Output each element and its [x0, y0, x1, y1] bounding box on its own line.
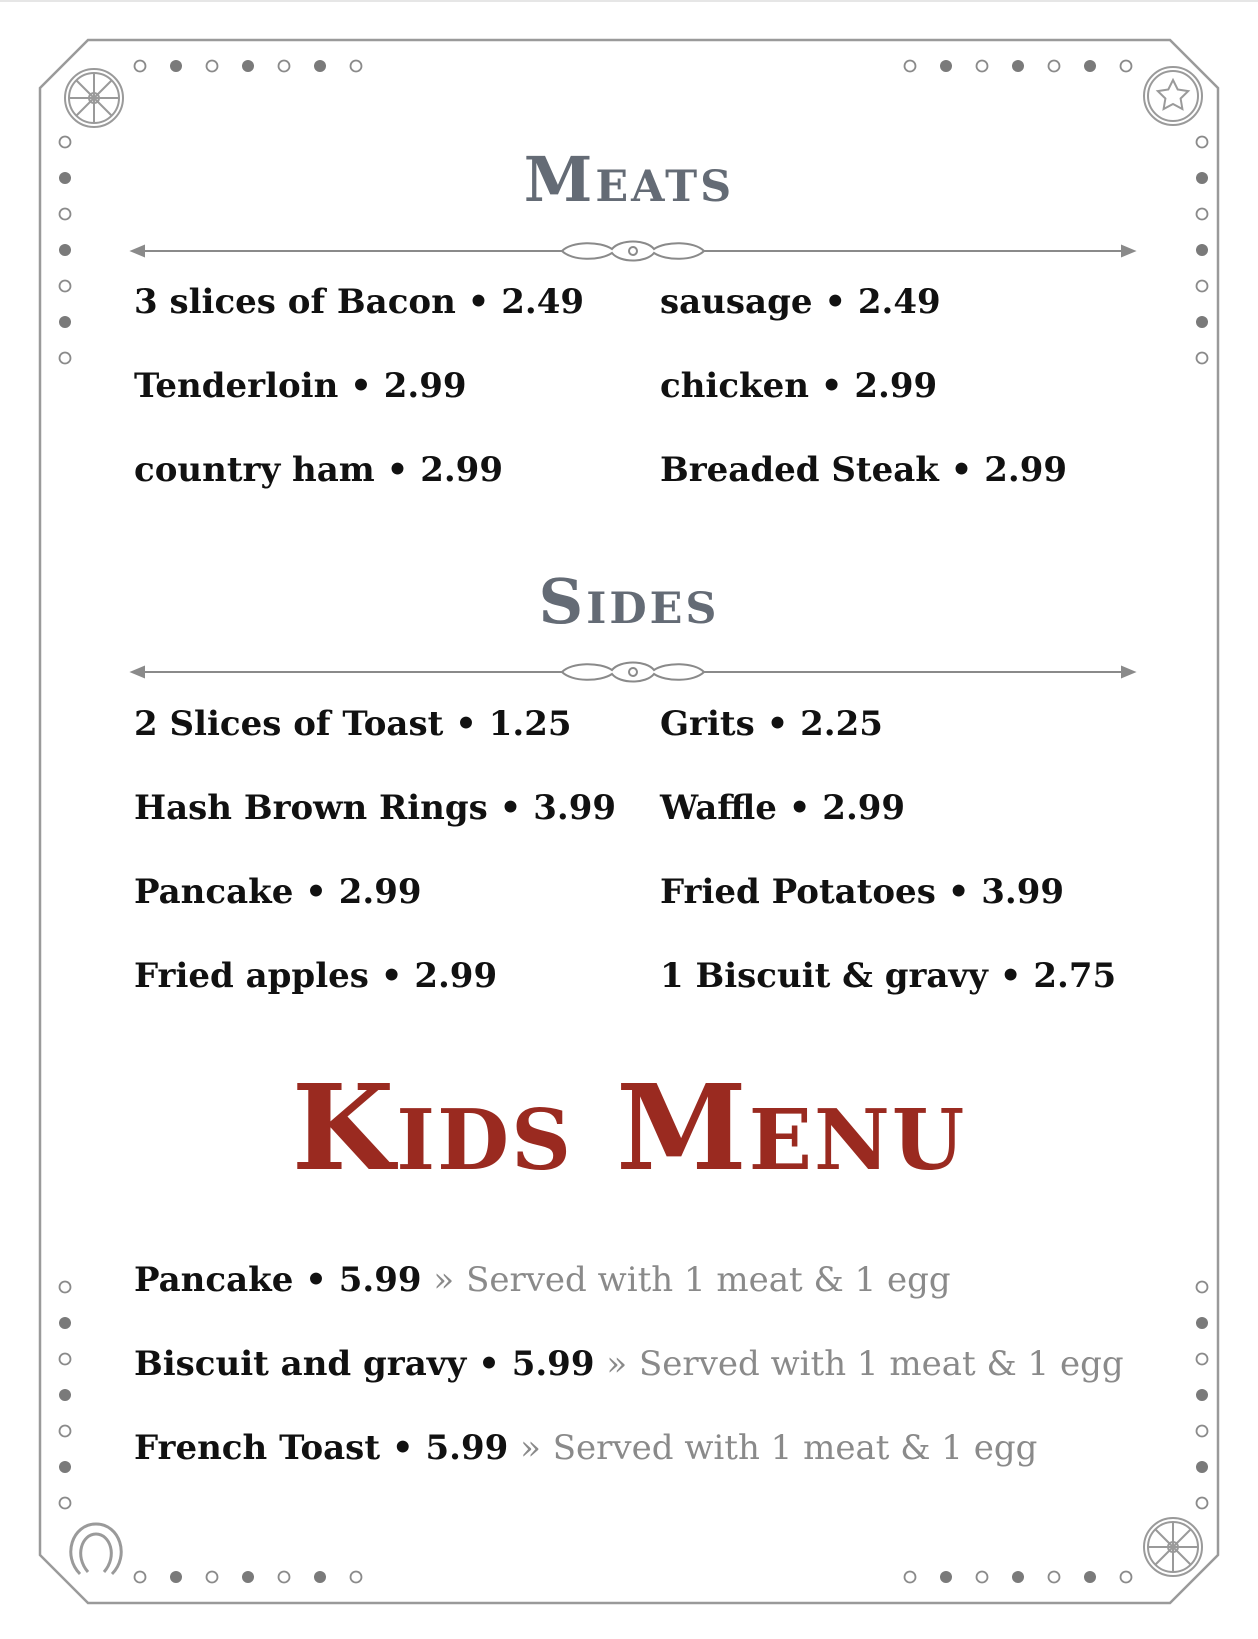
border-dot: [170, 60, 182, 72]
border-dot: [60, 353, 71, 364]
border-dot: [351, 61, 362, 72]
border-dot: [1197, 281, 1208, 292]
item-note: Served with 1 meat & 1 egg: [552, 1428, 1038, 1468]
border-dot: [170, 1571, 182, 1583]
border-dot: [1196, 1389, 1208, 1401]
separator: •: [824, 282, 847, 322]
separator: •: [467, 282, 490, 322]
border-dot: [1196, 316, 1208, 328]
menu-item: [134, 870, 422, 914]
border-dot: [59, 244, 71, 256]
border-dot: [1197, 1498, 1208, 1509]
item-name: Fried apples: [134, 956, 369, 996]
item-name: country ham: [134, 450, 375, 490]
menu-item: [660, 448, 1067, 492]
item-price: 2.49: [857, 282, 941, 322]
item-name: French Toast: [134, 1428, 381, 1468]
wagon-wheel-icon: [65, 69, 123, 127]
item-note: Served with 1 meat & 1 egg: [466, 1260, 951, 1300]
item-name: 1 Biscuit & gravy: [660, 956, 988, 996]
item-price: 2.49: [501, 282, 585, 322]
item-name: 3 slices of Bacon: [134, 282, 456, 322]
menu-item: [134, 364, 467, 408]
border-dot: [242, 1571, 254, 1583]
border-dot: [1197, 1354, 1208, 1365]
border-dot: [1196, 1317, 1208, 1329]
border-dot: [135, 1572, 146, 1583]
kids-menu-item: [134, 1426, 1037, 1470]
border-dot: [60, 281, 71, 292]
separator: •: [950, 450, 973, 490]
item-price: 1.25: [488, 704, 572, 744]
item-price: 2.99: [854, 366, 938, 406]
border-dot: [1197, 1426, 1208, 1437]
border-dot: [1197, 1282, 1208, 1293]
border-dot: [1121, 61, 1132, 72]
note-separator: »: [433, 1260, 455, 1300]
menu-item: [660, 786, 905, 830]
menu-item: [134, 786, 616, 830]
item-name: 2 Slices of Toast: [134, 704, 444, 744]
item-name: Fried Potatoes: [660, 872, 936, 912]
border-dot: [1012, 1571, 1024, 1583]
item-name: Hash Brown Rings: [134, 788, 488, 828]
border-dot: [60, 1354, 71, 1365]
kids-menu-item: [134, 1258, 951, 1302]
meats-heading: Meats: [523, 143, 735, 216]
sides-heading: Sides: [538, 565, 720, 638]
separator: •: [386, 450, 409, 490]
item-price: 5.99: [425, 1428, 509, 1468]
separator: •: [350, 366, 372, 406]
separator: •: [820, 366, 843, 406]
separator: •: [391, 1428, 414, 1468]
item-price: 2.25: [800, 704, 883, 744]
border-dot: [59, 1461, 71, 1473]
item-note: Served with 1 meat & 1 egg: [639, 1344, 1124, 1384]
border-dot: [1197, 353, 1208, 364]
item-name: Tenderloin: [134, 366, 339, 406]
item-name: Grits: [660, 704, 755, 744]
item-price: 3.99: [533, 788, 617, 828]
separator: •: [305, 1260, 327, 1300]
separator: •: [947, 872, 970, 912]
kids-menu-item: [134, 1342, 1124, 1386]
kids-menu-heading: Kids Menu: [291, 1058, 967, 1197]
separator: •: [999, 956, 1022, 996]
item-name: chicken: [660, 366, 809, 406]
border-dot: [1084, 60, 1096, 72]
item-price: 2.99: [414, 956, 498, 996]
border-dot: [1084, 1571, 1096, 1583]
border-dot: [314, 60, 326, 72]
border-dot: [135, 61, 146, 72]
item-price: 2.99: [822, 788, 906, 828]
item-name: Waffle: [660, 788, 777, 828]
item-name: sausage: [660, 282, 813, 322]
border-dot: [314, 1571, 326, 1583]
border-dot: [977, 1572, 988, 1583]
item-price: 5.99: [511, 1344, 595, 1384]
border-dot: [60, 1282, 71, 1293]
border-dot: [940, 1571, 952, 1583]
border-dot: [279, 1572, 290, 1583]
border-dot: [279, 61, 290, 72]
border-dot: [60, 1426, 71, 1437]
border-dot: [242, 60, 254, 72]
separator: •: [455, 704, 477, 744]
menu-item: [134, 702, 572, 746]
border-dot: [59, 1317, 71, 1329]
border-dot: [1012, 60, 1024, 72]
border-dot: [60, 1498, 71, 1509]
item-price: 5.99: [338, 1260, 422, 1300]
border-dot: [1049, 1572, 1060, 1583]
horseshoe-icon: [71, 1524, 121, 1574]
note-separator: »: [606, 1344, 628, 1384]
item-name: Pancake: [134, 872, 294, 912]
item-name: Biscuit and gravy: [134, 1344, 467, 1384]
border-dot: [1121, 1572, 1132, 1583]
border-dot: [207, 1572, 218, 1583]
border-dot: [1196, 1461, 1208, 1473]
meats-divider: [132, 242, 1134, 261]
sheriff-star-icon: [1144, 67, 1202, 125]
item-price: 2.99: [984, 450, 1068, 490]
border-dot: [1196, 244, 1208, 256]
separator: •: [499, 788, 522, 828]
border-dot: [977, 61, 988, 72]
menu-item: [134, 954, 497, 998]
menu-item: [660, 702, 883, 746]
separator: •: [478, 1344, 500, 1384]
border-dot: [905, 1572, 916, 1583]
border-dot: [905, 61, 916, 72]
note-separator: »: [520, 1428, 541, 1468]
menu-item: [134, 280, 584, 324]
item-price: 2.99: [338, 872, 422, 912]
border-dot: [1049, 61, 1060, 72]
border-dot: [59, 1389, 71, 1401]
sides-divider: [132, 663, 1134, 682]
menu-item: [134, 448, 503, 492]
item-name: Pancake: [134, 1260, 294, 1300]
item-name: Breaded Steak: [660, 450, 939, 490]
border-dot: [59, 316, 71, 328]
border-dot: [351, 1572, 362, 1583]
separator: •: [788, 788, 811, 828]
menu-item: [660, 364, 937, 408]
item-price: 3.99: [981, 872, 1065, 912]
border-dot: [940, 60, 952, 72]
border-dot: [207, 61, 218, 72]
separator: •: [305, 872, 327, 912]
item-price: 2.99: [383, 366, 467, 406]
item-price: 2.75: [1033, 956, 1117, 996]
wagon-wheel-icon: [1144, 1518, 1202, 1576]
menu-item: [660, 954, 1116, 998]
menu-item: [660, 870, 1064, 914]
separator: •: [766, 704, 789, 744]
menu-item: [660, 280, 941, 324]
item-price: 2.99: [420, 450, 503, 490]
separator: •: [380, 956, 403, 996]
